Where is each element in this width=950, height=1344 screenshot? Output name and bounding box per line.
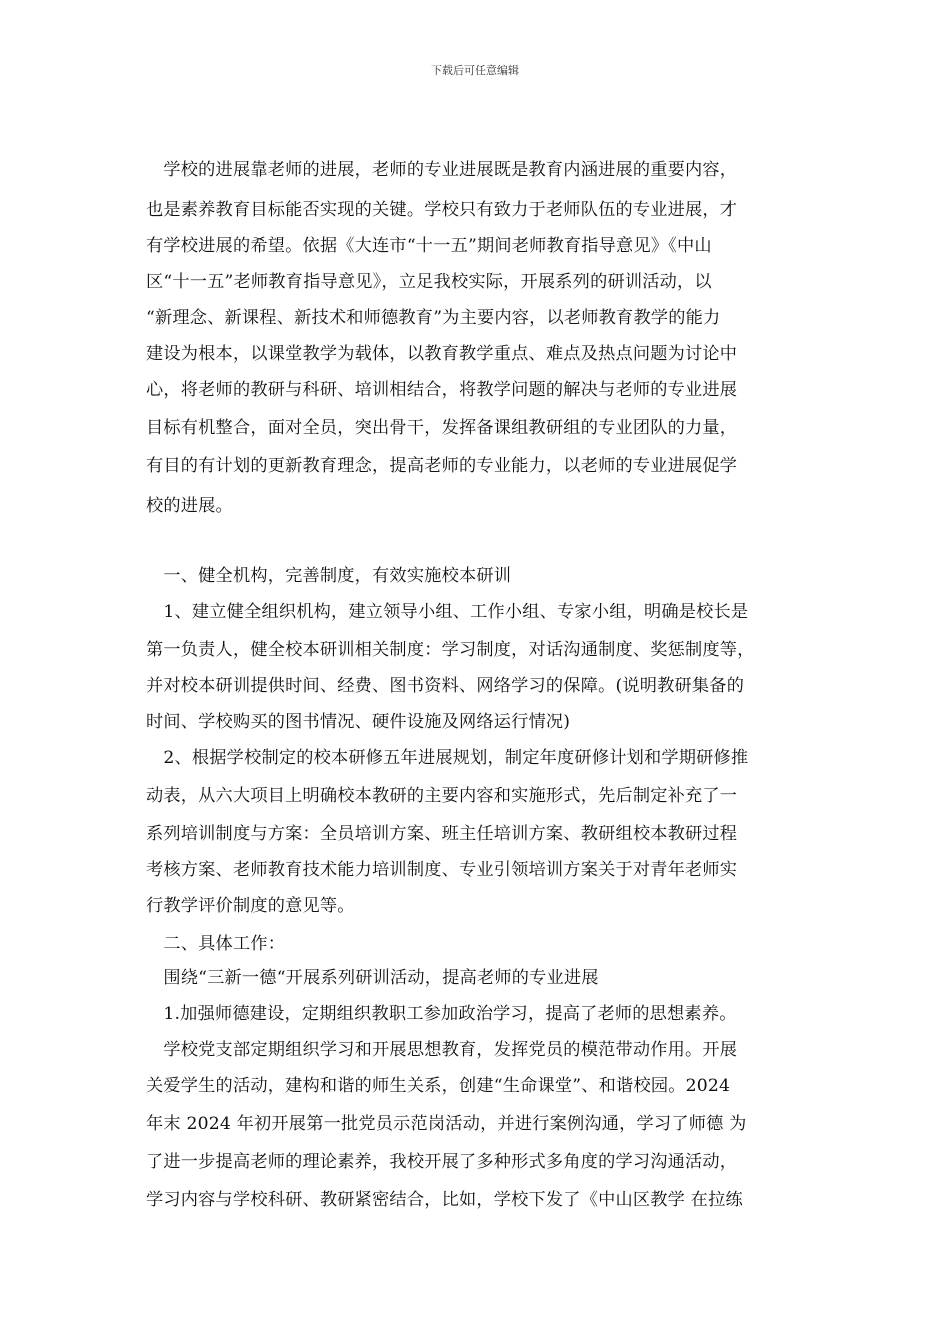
text-line: 有目的有计划的更新教育理念，提高老师的专业能力，以老师的专业进展促学 [146, 456, 738, 476]
text-line: 区“十一五”老师教育指导意见》，立足我校实际，开展系列的研训活动，以 [146, 272, 712, 292]
text-line: 有学校进展的希望。依据《大连市“十一五”期间老师教育指导意见》《中山 [146, 236, 712, 256]
text-line: 1.加强师德建设，定期组织教职工参加政治学习，提高了老师的思想素养。 [146, 1004, 737, 1024]
text-line: 行教学评价制度的意见等。 [146, 896, 355, 916]
text-line: 校的进展。 [146, 496, 233, 516]
text-line: 考核方案、老师教育技术能力培训制度、专业引领培训方案关于对青年老师实 [146, 860, 738, 880]
section-heading: 一、健全机构，完善制度，有效实施校本研训 [146, 566, 512, 586]
text-line: 目标有机整合，面对全员，突出骨干，发挥备课组教研组的专业团队的力量， [146, 418, 738, 438]
text-line: 时间、学校购买的图书情况、硬件设施及网络运行情况) [146, 712, 571, 732]
text-line: 动表，从六大项目上明确校本教研的主要内容和实施形式，先后制定补充了一 [146, 786, 738, 806]
text-line: 围绕“三新一德“开展系列研训活动，提高老师的专业进展 [146, 968, 599, 988]
text-line: 2、根据学校制定的校本研修五年进展规划，制定年度研修计划和学期研修推 [146, 748, 749, 768]
text-line: 学校的进展靠老师的进展，老师的专业进展既是教育内涵进展的重要内容， [146, 160, 738, 180]
text-line: 1、建立健全组织机构，建立领导小组、工作小组、专家小组，明确是校长是 [146, 602, 749, 622]
text-line: “新理念、新课程、新技术和师德教育”为主要内容，以老师教育教学的能力 [146, 308, 721, 328]
text-line: 了进一步提高老师的理论素养，我校开展了多种形式多角度的学习沟通活动， [146, 1152, 738, 1172]
text-line: 第一负责人，健全校本研训相关制度：学习制度，对话沟通制度、奖惩制度等， [146, 640, 755, 660]
text-line: 也是素养教育目标能否实现的关键。学校只有致力于老师队伍的专业进展，才 [146, 200, 738, 220]
text-line: 并对校本研训提供时间、经费、图书资料、网络学习的保障。(说明教研集备的 [146, 676, 745, 696]
text-line: 学校党支部定期组织学习和开展思想教育，发挥党员的模范带动作用。开展 [146, 1040, 738, 1060]
text-line: 系列培训制度与方案：全员培训方案、班主任培训方案、教研组校本教研过程 [146, 824, 738, 844]
text-line: 心，将老师的教研与科研、培训相结合，将教学问题的解决与老师的专业进展 [146, 380, 738, 400]
text-line: 建设为根本，以课堂教学为载体，以教育教学重点、难点及热点问题为讨论中 [146, 344, 738, 364]
section-heading: 二、具体工作： [146, 934, 286, 954]
page-header: 下载后可任意编辑 [431, 64, 519, 77]
text-line: 关爱学生的活动，建构和谐的师生关系，创建“生命课堂”、和谐校园。2024 [146, 1076, 731, 1096]
text-line: 学习内容与学校科研、教研紧密结合，比如，学校下发了《中山区教学 在拉练 [146, 1190, 743, 1210]
text-line: 年末 2024 年初开展第一批党员示范岗活动，并进行案例沟通，学习了师德 为 [146, 1114, 747, 1134]
